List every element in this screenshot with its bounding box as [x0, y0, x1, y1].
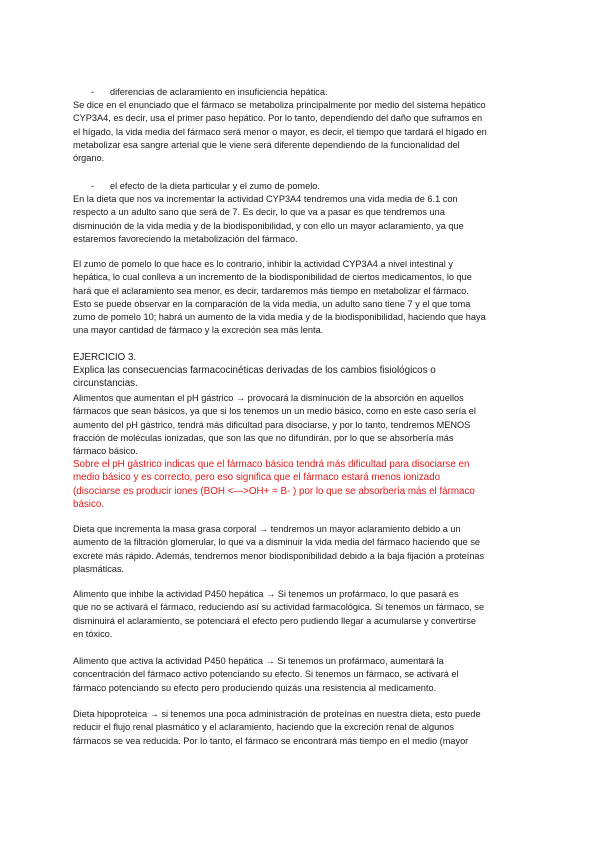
text-line: una mayor cantidad de fármaco y la excreción sea más lenta.: [73, 325, 324, 336]
text-line: respecto a un adulto sano que será de 7. Es decir, lo que va a pasar es que tendremos una: [73, 207, 445, 218]
paragraph-hypoproteic: [73, 708, 533, 748]
text-line: el hígado, la vida media del fármaco será menor o mayor, es decir, el tiempo que tardará el hígado en: [73, 126, 487, 137]
paragraph-diet: [73, 193, 533, 246]
text-line: medio básico y es correcto, pero eso significa que el fármaco estará menos ionizado: [73, 472, 441, 484]
text-line: órgano.: [73, 153, 105, 164]
text-line: Esto se puede observar en la comparación de la vida media, un adulto sano tiene 7 y el que toma: [73, 298, 471, 309]
text-line: Alimentos que aumentan el pH gástrico → provocará la disminución de la absorción en aquellos: [73, 393, 464, 403]
text-line: metabolizar esa sangre arterial que le viene será diferente dependiendo de la funcionalidad del: [73, 139, 460, 150]
text-line: disminución de la vida media y de la biodisponibilidad, y con ello un mayor aclaramiento, ya que: [73, 220, 464, 231]
paragraph-liver: [73, 99, 533, 165]
text-line: zumo de pomelo 10; habrá un aumento de la vida media y de la biodisponibilidad, haciendo que haya: [73, 312, 486, 323]
text-line: fármaco potenciando su efecto pero produciendo quizás una resistencia al medicamento.: [73, 682, 437, 693]
text-line: Sobre el pH gástrico indicas que el fármaco básico tendrá más dificultad para disociarse en: [73, 459, 470, 470]
text-line: hepática, lo cual conlleva a un incremento de la biodisponibilidad de ciertos medicamentos, lo que: [73, 272, 472, 283]
text-line: estaremos favoreciendo la metabolización del fármaco.: [73, 233, 298, 244]
text-line: concentración del fármaco activo potenciando su efecto. Si tenemos un fármaco, se activará el: [73, 669, 459, 680]
text-line: reducir el flujo renal plasmático y el aclaramiento, haciendo que la excreción renal de algunos: [73, 722, 454, 733]
text-line: aumento de la filtración glomerular, lo que va a disminuir la vida media del fármaco haciendo que se: [73, 537, 481, 548]
paragraph-p450-inhibit: [73, 588, 533, 641]
heading-text: EJERCICIO 3.: [73, 352, 137, 363]
text-line: plasmáticas.: [73, 563, 125, 574]
text-line: fármacos se vea reducida. Por lo tanto, el fármaco se encontrará más tiempo en el medio (mayor: [73, 735, 469, 746]
text-line: básico.: [73, 498, 105, 510]
text-line: Dieta hipoproteica → si tenemos una poca administración de proteínas en nuestra dieta, esto puede: [73, 709, 481, 719]
bullet-text: el efecto de la dieta particular y el zumo de pomelo.: [110, 181, 320, 191]
text-line: disminuirá el aclaramiento, se potenciará el efecto pero pudiendo llegar a acumularse y convertirse: [73, 615, 476, 626]
text-line: Alimento que activa la actividad P450 hepática → Si tenemos un profármaco, aumentará la: [73, 656, 444, 666]
text-line: excrete más rápido. Además, tendremos menor biodisponibilidad debido a la baja fijación a proteínas: [73, 550, 485, 561]
paragraph-p450-activate: [73, 655, 533, 695]
text-line: fracción de moléculas ionizadas, que son las que no difundirán, por lo que se absorbería más: [73, 432, 454, 443]
text-line: fármaco básico.: [73, 446, 138, 457]
text-line: (disociarse es producir iones (BOH <—>OH+ = B- ) por lo que se absorbería más el fármaco: [73, 485, 475, 497]
text-line: Dieta que incrementa la masa grasa corporal → tendremos un mayor aclaramiento debido a un: [73, 524, 461, 534]
text-line: en tóxico.: [73, 628, 113, 639]
section-heading: [73, 351, 533, 364]
text-line: Alimento que inhibe la actividad P450 hepática → Si tenemos un profármaco, lo que pasará es: [73, 589, 459, 599]
text-line: CYP3A4, es decir, usa el primer paso hepático. Por lo tanto, dependiendo del daño que suframos en: [73, 113, 483, 124]
question-text: [73, 364, 533, 391]
paragraph-ph: [73, 392, 533, 458]
text-line: hará que el aclaramiento sea menor, es decir, tardaremos más tiempo en metabolizar el fármaco.: [73, 285, 469, 296]
text-line: El zumo de pomelo lo que hace es lo contrario, inhibir la actividad CYP3A4 a nivel intestinal y: [73, 259, 453, 269]
text-line: que no se activará el fármaco, reduciendo así su actividad farmacológica. Si tenemos un fármaco, se: [73, 602, 485, 613]
text-line: fármacos que sean básicos, ya que si los tenemos un un medio básico, como en este caso sería el: [73, 406, 476, 417]
text-line: Explica las consecuencias farmacocinéticas derivadas de los cambios fisiológicos o: [73, 365, 436, 376]
text-line: En la dieta que nos va incrementar la actividad CYP3A4 tendremos una vida media de 6.1 con: [73, 194, 458, 204]
text-line: aumento del pH gástrico, tendrá más dificultad para disociarse, y por lo tanto, tendremos MENOS: [73, 419, 471, 430]
paragraph-fat-mass: [73, 523, 533, 576]
text-line: Se dice en el enunciado que el fármaco se metaboliza principalmente por medio del sistema hepático: [73, 100, 486, 110]
bullet-marker: -: [91, 87, 95, 97]
bullet-text: diferencias de aclaramiento en insuficiencia hepática.: [110, 87, 328, 97]
text-line: circunstancias.: [73, 378, 138, 390]
bullet-marker: -: [91, 181, 95, 191]
teacher-correction: [73, 458, 533, 511]
paragraph-grapefruit: [73, 258, 533, 338]
